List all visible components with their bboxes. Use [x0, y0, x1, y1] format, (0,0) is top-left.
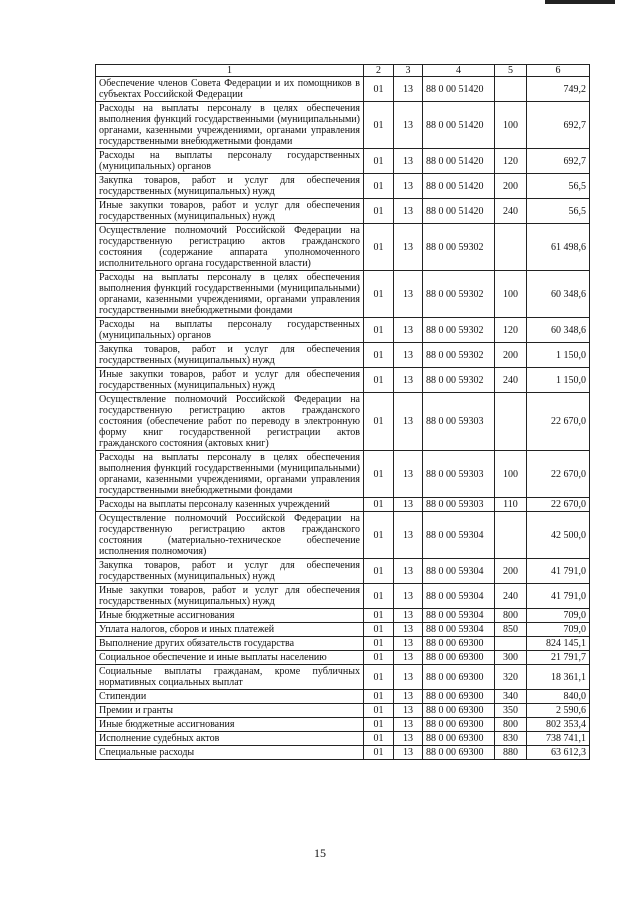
row-target-article-cell: 88 0 00 59303: [423, 451, 495, 498]
row-amount-cell: 1 150,0: [527, 343, 590, 368]
row-subsection-cell: 13: [394, 343, 423, 368]
row-target-article-cell: 88 0 00 59303: [423, 498, 495, 512]
table-header-row: [96, 65, 590, 77]
row-expense-type-cell: [495, 224, 527, 271]
table-row: [96, 224, 590, 271]
row-subsection-cell: 13: [394, 271, 423, 318]
row-section-cell: 01: [364, 584, 394, 609]
row-subsection-cell: 13: [394, 559, 423, 584]
row-subsection-cell: 13: [394, 704, 423, 718]
row-section-cell: 01: [364, 199, 394, 224]
row-target-article-cell: 88 0 00 69300: [423, 718, 495, 732]
column-header: 2: [364, 65, 394, 77]
row-target-article-cell: 88 0 00 69300: [423, 704, 495, 718]
row-section-cell: 01: [364, 623, 394, 637]
row-expense-type-cell: [495, 637, 527, 651]
row-expense-type-cell: 120: [495, 149, 527, 174]
table-row: [96, 665, 590, 690]
row-subsection-cell: 13: [394, 199, 423, 224]
column-header: 1: [96, 65, 364, 77]
row-name-cell: Социальное обеспечение и иные выплаты населению: [96, 651, 364, 665]
row-section-cell: 01: [364, 609, 394, 623]
row-target-article-cell: 88 0 00 69300: [423, 651, 495, 665]
row-name-cell: Расходы на выплаты персоналу в целях обеспечения выполнения функций государственными (муниципальными) органами, казенными учреждениями, органами управления государственными внебюджетными фондами: [96, 451, 364, 498]
row-subsection-cell: 13: [394, 690, 423, 704]
row-section-cell: 01: [364, 393, 394, 451]
row-subsection-cell: 13: [394, 451, 423, 498]
row-amount-cell: 709,0: [527, 609, 590, 623]
row-name-cell: Расходы на выплаты персоналу казенных учреждений: [96, 498, 364, 512]
table-row: [96, 746, 590, 760]
row-name-cell: Премии и гранты: [96, 704, 364, 718]
row-subsection-cell: 13: [394, 368, 423, 393]
row-amount-cell: 63 612,3: [527, 746, 590, 760]
row-target-article-cell: 88 0 00 51420: [423, 102, 495, 149]
table-row: [96, 368, 590, 393]
table-row: [96, 318, 590, 343]
row-section-cell: 01: [364, 651, 394, 665]
row-amount-cell: 840,0: [527, 690, 590, 704]
row-section-cell: 01: [364, 451, 394, 498]
row-name-cell: Социальные выплаты гражданам, кроме публичных нормативных социальных выплат: [96, 665, 364, 690]
table-row: [96, 149, 590, 174]
row-section-cell: 01: [364, 368, 394, 393]
row-expense-type-cell: 800: [495, 718, 527, 732]
row-name-cell: Осуществление полномочий Российской Федерации на государственную регистрацию актов гражданского состояния (содержание аппарата уполномоченного исполнительного органа государственной власти): [96, 224, 364, 271]
row-amount-cell: 22 670,0: [527, 451, 590, 498]
row-section-cell: 01: [364, 102, 394, 149]
row-amount-cell: 60 348,6: [527, 271, 590, 318]
row-section-cell: 01: [364, 224, 394, 271]
table-row: [96, 732, 590, 746]
row-target-article-cell: 88 0 00 59302: [423, 224, 495, 271]
row-section-cell: 01: [364, 318, 394, 343]
row-name-cell: Закупка товаров, работ и услуг для обеспечения государственных (муниципальных) нужд: [96, 174, 364, 199]
row-expense-type-cell: 800: [495, 609, 527, 623]
row-target-article-cell: 88 0 00 69300: [423, 690, 495, 704]
row-target-article-cell: 88 0 00 59302: [423, 318, 495, 343]
row-name-cell: Иные закупки товаров, работ и услуг для обеспечения государственных (муниципальных) нужд: [96, 199, 364, 224]
row-expense-type-cell: 110: [495, 498, 527, 512]
row-target-article-cell: 88 0 00 59302: [423, 271, 495, 318]
row-subsection-cell: 13: [394, 732, 423, 746]
row-expense-type-cell: 240: [495, 368, 527, 393]
row-target-article-cell: 88 0 00 51420: [423, 149, 495, 174]
table-row: [96, 559, 590, 584]
row-section-cell: 01: [364, 559, 394, 584]
row-expense-type-cell: 350: [495, 704, 527, 718]
row-name-cell: Обеспечение членов Совета Федерации и их помощников в субъектах Российской Федерации: [96, 77, 364, 102]
row-expense-type-cell: [495, 393, 527, 451]
row-amount-cell: 56,5: [527, 199, 590, 224]
row-expense-type-cell: 340: [495, 690, 527, 704]
row-subsection-cell: 13: [394, 149, 423, 174]
row-amount-cell: 22 670,0: [527, 498, 590, 512]
row-amount-cell: 738 741,1: [527, 732, 590, 746]
row-subsection-cell: 13: [394, 746, 423, 760]
row-name-cell: Исполнение судебных актов: [96, 732, 364, 746]
row-name-cell: Иные закупки товаров, работ и услуг для обеспечения государственных (муниципальных) нужд: [96, 368, 364, 393]
row-name-cell: Осуществление полномочий Российской Федерации на государственную регистрацию актов гражданского состояния (материально-техническое обеспечение исполнения полномочия): [96, 512, 364, 559]
row-name-cell: Иные бюджетные ассигнования: [96, 609, 364, 623]
table-row: [96, 690, 590, 704]
row-section-cell: 01: [364, 704, 394, 718]
row-amount-cell: 18 361,1: [527, 665, 590, 690]
row-subsection-cell: 13: [394, 651, 423, 665]
row-section-cell: 01: [364, 512, 394, 559]
row-name-cell: Закупка товаров, работ и услуг для обеспечения государственных (муниципальных) нужд: [96, 559, 364, 584]
row-section-cell: 01: [364, 498, 394, 512]
row-expense-type-cell: 100: [495, 271, 527, 318]
row-amount-cell: 2 590,6: [527, 704, 590, 718]
row-name-cell: Расходы на выплаты персоналу государственных (муниципальных) органов: [96, 318, 364, 343]
row-section-cell: 01: [364, 149, 394, 174]
column-header: 3: [394, 65, 423, 77]
row-target-article-cell: 88 0 00 51420: [423, 199, 495, 224]
row-target-article-cell: 88 0 00 59304: [423, 559, 495, 584]
row-amount-cell: 42 500,0: [527, 512, 590, 559]
row-name-cell: Уплата налогов, сборов и иных платежей: [96, 623, 364, 637]
row-expense-type-cell: 100: [495, 102, 527, 149]
row-target-article-cell: 88 0 00 51420: [423, 77, 495, 102]
row-expense-type-cell: 300: [495, 651, 527, 665]
table-row: [96, 609, 590, 623]
column-header: 6: [527, 65, 590, 77]
row-section-cell: 01: [364, 746, 394, 760]
table-row: [96, 77, 590, 102]
row-target-article-cell: 88 0 00 59302: [423, 368, 495, 393]
table-row: [96, 498, 590, 512]
row-subsection-cell: 13: [394, 498, 423, 512]
table-row: [96, 174, 590, 199]
table-row: [96, 623, 590, 637]
row-name-cell: Специальные расходы: [96, 746, 364, 760]
row-target-article-cell: 88 0 00 59302: [423, 343, 495, 368]
row-name-cell: Стипендии: [96, 690, 364, 704]
row-amount-cell: 1 150,0: [527, 368, 590, 393]
row-expense-type-cell: 200: [495, 174, 527, 199]
row-target-article-cell: 88 0 00 59303: [423, 393, 495, 451]
row-target-article-cell: 88 0 00 69300: [423, 746, 495, 760]
row-expense-type-cell: 120: [495, 318, 527, 343]
row-section-cell: 01: [364, 174, 394, 199]
row-section-cell: 01: [364, 637, 394, 651]
row-expense-type-cell: 200: [495, 343, 527, 368]
row-name-cell: Расходы на выплаты персоналу государственных (муниципальных) органов: [96, 149, 364, 174]
row-expense-type-cell: 850: [495, 623, 527, 637]
row-amount-cell: 21 791,7: [527, 651, 590, 665]
row-amount-cell: 692,7: [527, 149, 590, 174]
row-target-article-cell: 88 0 00 69300: [423, 665, 495, 690]
row-section-cell: 01: [364, 271, 394, 318]
row-expense-type-cell: 240: [495, 199, 527, 224]
row-target-article-cell: 88 0 00 69300: [423, 637, 495, 651]
row-subsection-cell: 13: [394, 512, 423, 559]
row-target-article-cell: 88 0 00 51420: [423, 174, 495, 199]
column-header: 4: [423, 65, 495, 77]
row-name-cell: Иные закупки товаров, работ и услуг для обеспечения государственных (муниципальных) нужд: [96, 584, 364, 609]
row-amount-cell: 802 353,4: [527, 718, 590, 732]
row-amount-cell: 824 145,1: [527, 637, 590, 651]
table-row: [96, 199, 590, 224]
row-section-cell: 01: [364, 690, 394, 704]
row-target-article-cell: 88 0 00 59304: [423, 584, 495, 609]
table-row: [96, 393, 590, 451]
page-number: 15: [314, 846, 326, 860]
row-amount-cell: 41 791,0: [527, 584, 590, 609]
row-expense-type-cell: 880: [495, 746, 527, 760]
row-amount-cell: 56,5: [527, 174, 590, 199]
table-row: [96, 102, 590, 149]
table-row: [96, 271, 590, 318]
row-expense-type-cell: [495, 512, 527, 559]
table-row: [96, 451, 590, 498]
row-expense-type-cell: [495, 77, 527, 102]
table-row: [96, 512, 590, 559]
row-expense-type-cell: 100: [495, 451, 527, 498]
row-subsection-cell: 13: [394, 77, 423, 102]
row-section-cell: 01: [364, 343, 394, 368]
row-name-cell: Расходы на выплаты персоналу в целях обеспечения выполнения функций государственными (муниципальными) органами, казенными учреждениями, органами управления государственными внебюджетными фондами: [96, 102, 364, 149]
row-expense-type-cell: 830: [495, 732, 527, 746]
row-section-cell: 01: [364, 665, 394, 690]
row-target-article-cell: 88 0 00 59304: [423, 623, 495, 637]
row-expense-type-cell: 240: [495, 584, 527, 609]
row-amount-cell: 41 791,0: [527, 559, 590, 584]
row-subsection-cell: 13: [394, 318, 423, 343]
row-amount-cell: 709,0: [527, 623, 590, 637]
row-name-cell: Осуществление полномочий Российской Федерации на государственную регистрацию актов гражданского состояния (обеспечение работ по переводу в электронную форму книг государственной регистрации актов гражданского состояния (актовых книг): [96, 393, 364, 451]
row-subsection-cell: 13: [394, 609, 423, 623]
row-target-article-cell: 88 0 00 59304: [423, 512, 495, 559]
column-header: 5: [495, 65, 527, 77]
row-subsection-cell: 13: [394, 665, 423, 690]
row-amount-cell: 749,2: [527, 77, 590, 102]
row-amount-cell: 60 348,6: [527, 318, 590, 343]
row-subsection-cell: 13: [394, 623, 423, 637]
row-name-cell: Закупка товаров, работ и услуг для обеспечения государственных (муниципальных) нужд: [96, 343, 364, 368]
row-name-cell: Иные бюджетные ассигнования: [96, 718, 364, 732]
table-row: [96, 637, 590, 651]
row-target-article-cell: 88 0 00 59304: [423, 609, 495, 623]
scan-edge-mark: [545, 0, 615, 4]
row-amount-cell: 22 670,0: [527, 393, 590, 451]
row-section-cell: 01: [364, 718, 394, 732]
budget-table: [95, 64, 590, 760]
row-subsection-cell: 13: [394, 102, 423, 149]
table-row: [96, 704, 590, 718]
row-name-cell: Расходы на выплаты персоналу в целях обеспечения выполнения функций государственными (муниципальными) органами, казенными учреждениями, органами управления государственными внебюджетными фондами: [96, 271, 364, 318]
row-section-cell: 01: [364, 732, 394, 746]
row-subsection-cell: 13: [394, 637, 423, 651]
row-target-article-cell: 88 0 00 69300: [423, 732, 495, 746]
table-row: [96, 718, 590, 732]
row-subsection-cell: 13: [394, 393, 423, 451]
row-expense-type-cell: 320: [495, 665, 527, 690]
row-expense-type-cell: 200: [495, 559, 527, 584]
table-row: [96, 584, 590, 609]
table-row: [96, 343, 590, 368]
row-subsection-cell: 13: [394, 718, 423, 732]
row-subsection-cell: 13: [394, 224, 423, 271]
row-subsection-cell: 13: [394, 174, 423, 199]
row-amount-cell: 692,7: [527, 102, 590, 149]
row-amount-cell: 61 498,6: [527, 224, 590, 271]
row-name-cell: Выполнение других обязательств государства: [96, 637, 364, 651]
row-section-cell: 01: [364, 77, 394, 102]
table-row: [96, 651, 590, 665]
row-subsection-cell: 13: [394, 584, 423, 609]
